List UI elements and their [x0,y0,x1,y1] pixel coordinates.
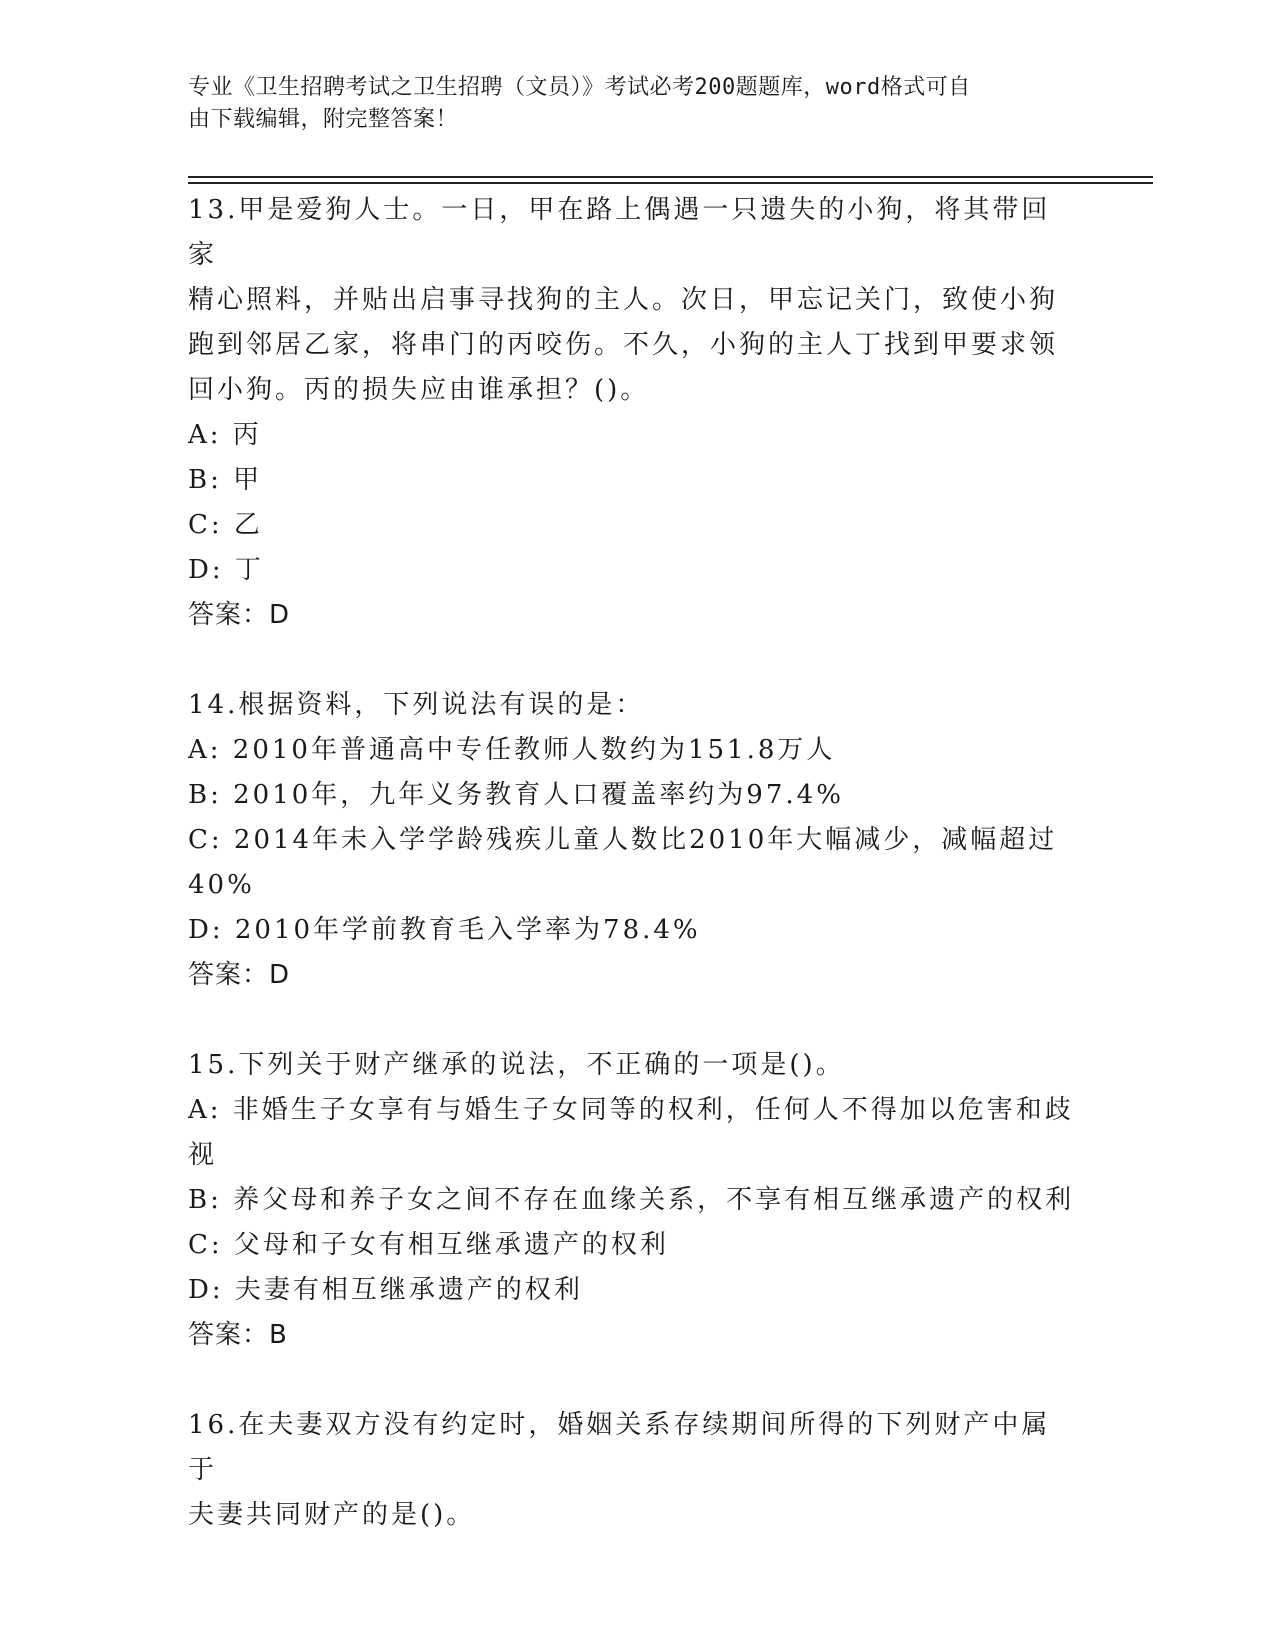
answer-line: 答案：D [188,960,291,990]
header-rule-bottom [188,182,1153,184]
header-line-2: 由下载编辑，附完整答案！ [188,107,459,132]
stem-line: 14.根据资料，下列说法有误的是： [188,690,645,720]
option-b: B: 2010年，九年义务教育人口覆盖率约为97.4% [188,780,844,810]
option-c: C: 2014年未入学学龄残疾儿童人数比2010年大幅减少，减幅超过 [188,825,1058,855]
stem-line: 15.下列关于财产继承的说法，不正确的一项是()。 [188,1050,845,1080]
answer-line: 答案：B [188,1320,288,1350]
question-16 [188,1403,1068,1538]
question-stem [188,1403,1068,1538]
option-c: C: 父母和子女有相互继承遗产的权利 [188,1230,669,1260]
stem-line: 跑到邻居乙家，将串门的丙咬伤。不久，小狗的主人丁找到甲要求领 [188,330,1059,360]
option-d: D: 丁 [188,555,264,585]
question-spacer [188,638,1068,683]
option-c-continued: 40% [188,870,255,900]
question-spacer [188,998,1068,1043]
option-b: B: 甲 [188,465,263,495]
stem-line: 16.在夫妻双方没有约定时，婚姻关系存续期间所得的下列财产中属于 [188,1410,1051,1485]
stem-line: 13.甲是爱狗人士。一日，甲在路上偶遇一只遗失的小狗，将其带回家 [188,195,1051,270]
option-d: D: 2010年学前教育毛入学率为78.4% [188,915,701,945]
question-stem [188,1043,1068,1088]
question-13 [188,188,1068,638]
option-d: D: 夫妻有相互继承遗产的权利 [188,1275,583,1305]
option-a: A: 非婚生子女享有与婚生子女同等的权利，任何人不得加以危害和歧 [188,1095,1074,1125]
option-b: B: 养父母和养子女之间不存在血缘关系，不享有相互继承遗产的权利 [188,1185,1075,1215]
answer-line: 答案：D [188,600,291,630]
question-stem [188,188,1068,413]
question-15 [188,1043,1075,1358]
option-a-continued: 视 [188,1140,218,1170]
question-stem [188,683,1068,728]
question-14 [188,683,1068,998]
option-c: C: 乙 [188,510,263,540]
option-a: A: 2010年普通高中专任教师人数约为151.8万人 [188,735,836,765]
stem-line: 回小狗。丙的损失应由谁承担？()。 [188,375,650,405]
question-spacer [188,1358,1068,1403]
stem-line: 精心照料，并贴出启事寻找狗的主人。次日，甲忘记关门，致使小狗 [188,285,1059,315]
option-a: A: 丙 [188,420,262,450]
document-header [188,72,1068,136]
question-list [188,188,1075,1538]
stem-line: 夫妻共同财产的是()。 [188,1500,476,1530]
header-line-1: 专业《卫生招聘考试之卫生招聘（文员）》考试必考200题题库，word格式可自 [188,75,971,100]
header-rule-top [188,176,1153,178]
